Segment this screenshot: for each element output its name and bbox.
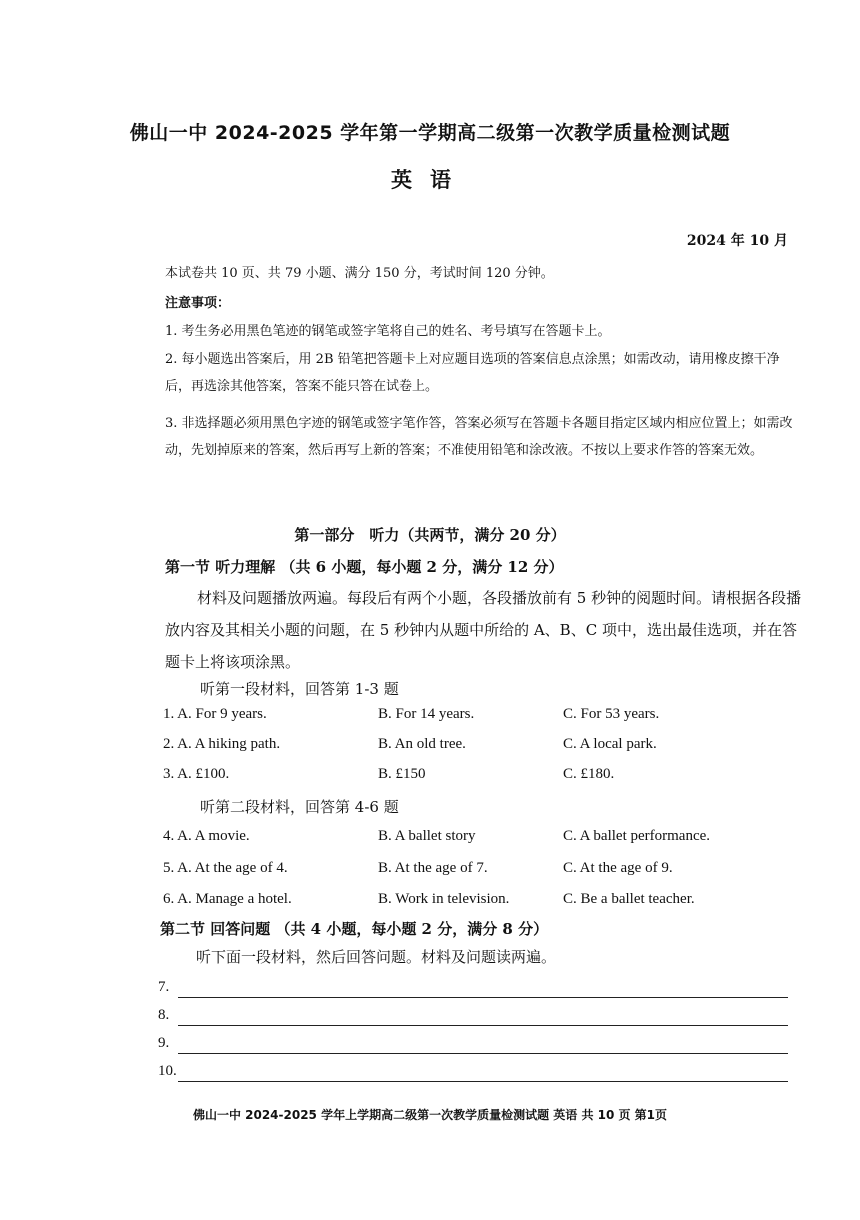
answer-number: 9. <box>158 1035 170 1051</box>
question-row-1 <box>163 706 803 736</box>
answer-line-8[interactable] <box>158 1004 788 1026</box>
question-row-6 <box>163 891 803 921</box>
question-row-2 <box>163 736 803 766</box>
answer-number: 7. <box>158 979 170 995</box>
option-b: B. At the age of 7. <box>378 860 488 876</box>
answer-line-7[interactable] <box>158 976 788 998</box>
option-a: 6. A. Manage a hotel. <box>163 891 292 907</box>
answer-line-10[interactable] <box>158 1060 788 1082</box>
listen-material-1: 听第一段材料，回答第 1-3 题 <box>200 680 399 698</box>
answer-rule <box>178 1025 788 1026</box>
question-row-3 <box>163 766 803 796</box>
section1-title: 第一节 听力理解 （共 6 小题，每小题 2 分，满分 12 分） <box>165 558 564 576</box>
exam-title: 佛山一中 2024-2025 学年第一学期高二级第一次教学质量检测试题 <box>129 122 731 144</box>
exam-date: 2024 年 10 月 <box>686 233 788 249</box>
subject-title: 英语 <box>391 168 469 192</box>
question-row-4 <box>163 828 803 858</box>
exam-intro: 本试卷共 10 页、共 79 小题、满分 150 分，考试时间 120 分钟。 <box>165 266 554 281</box>
option-b: B. £150 <box>378 766 426 782</box>
option-c: C. £180. <box>563 766 615 782</box>
page-footer: 佛山一中 2024-2025 学年上学期高二级第一次教学质量检测试题 英语 共 10 页 第1页 <box>192 1108 668 1122</box>
option-a: 3. A. £100. <box>163 766 230 782</box>
option-b: B. For 14 years. <box>378 706 475 722</box>
option-a: 5. A. At the age of 4. <box>163 860 288 876</box>
option-c: C. For 53 years. <box>563 706 660 722</box>
option-b: B. A ballet story <box>378 828 476 844</box>
section2-title: 第二节 回答问题 （共 4 小题，每小题 2 分，满分 8 分） <box>160 920 549 938</box>
section1-instructions: 材料及问题播放两遍。每段后有两个小题，各段播放前有 5 秒钟的阅题时间。请根据各段播放内容及其相关小题的问题，在 5 秒钟内从题中所给的 A、B、C 项中，选出最佳选项，并在答题卡上将该项涂黑。 <box>165 589 802 671</box>
option-b: B. An old tree. <box>378 736 466 752</box>
answer-rule <box>178 997 788 998</box>
answer-number: 10. <box>158 1063 177 1079</box>
notice-item-1: 1. 考生务必用黑色笔迹的钢笔或签字笔将自己的姓名、考号填写在答题卡上。 <box>165 324 611 339</box>
answer-rule <box>178 1081 788 1082</box>
answer-number: 8. <box>158 1007 170 1023</box>
option-a: 4. A. A movie. <box>163 828 250 844</box>
question-row-5 <box>163 860 803 890</box>
option-a: 1. A. For 9 years. <box>163 706 267 722</box>
listen-material-2: 听第二段材料，回答第 4-6 题 <box>200 798 399 816</box>
answer-line-9[interactable] <box>158 1032 788 1054</box>
option-b: B. Work in television. <box>378 891 510 907</box>
section2-instructions: 听下面一段材料，然后回答问题。材料及问题读两遍。 <box>196 948 557 966</box>
answer-rule <box>178 1053 788 1054</box>
option-c: C. A ballet performance. <box>563 828 711 844</box>
notice-item-3: 3. 非选择题必须用黑色字迹的钢笔或签字笔作答，答案必须写在答题卡各题目指定区域内相应位置上；如需改动，先划掉原来的答案，然后再写上新的答案；不准使用铅笔和涂改液。不按以上要求作答的答案无效。 <box>165 416 793 458</box>
option-a: 2. A. A hiking path. <box>163 736 281 752</box>
option-c: C. Be a ballet teacher. <box>563 891 695 907</box>
notice-item-2: 2. 每小题选出答案后，用 2B 铅笔把答题卡上对应题目选项的答案信息点涂黑；如需改动，请用橡皮擦干净后，再选涂其他答案，答案不能只答在试卷上。 <box>165 352 780 394</box>
option-c: C. A local park. <box>563 736 657 752</box>
option-c: C. At the age of 9. <box>563 860 673 876</box>
part1-title: 第一部分 听力（共两节，满分 20 分） <box>294 526 566 544</box>
notice-title: 注意事项： <box>165 296 231 311</box>
